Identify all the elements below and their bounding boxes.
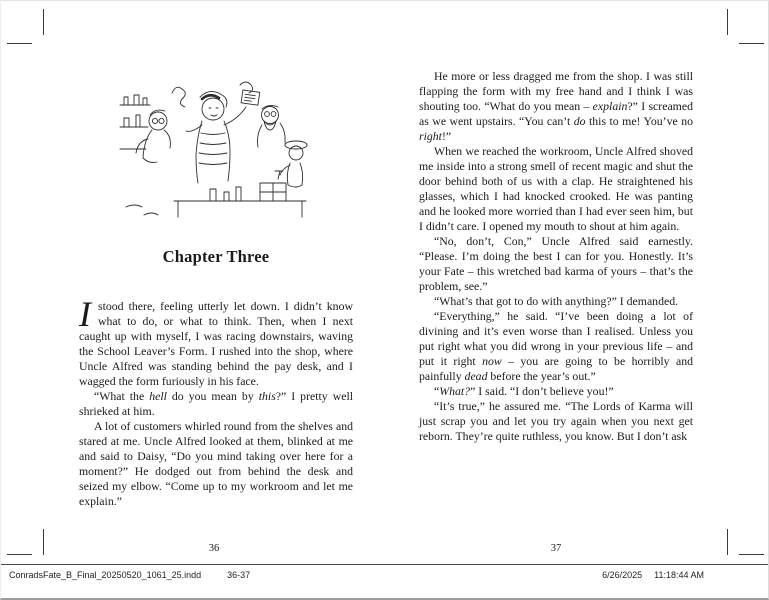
- crop-mark-bottom-left-horizontal: [7, 554, 32, 555]
- left-page-number: 36: [208, 543, 220, 554]
- footer-page-range: 36-37: [227, 570, 251, 580]
- paragraph: “It’s true,” he assured me. “The Lords of Karma will just scrap you and let you try again when you next get reborn. They’re quite ruthless, you know. But I don’t ask: [419, 399, 693, 443]
- paragraph: “What’s that got to do with anything?” I demanded.: [434, 294, 679, 308]
- left-page-body-text: [79, 294, 354, 509]
- left-page: [43, 41, 385, 558]
- slug-divider-rule: [1, 564, 768, 565]
- bookshop-scene-illustration: [114, 75, 318, 225]
- crop-mark-top-right-horizontal: [739, 43, 764, 44]
- crop-mark-bottom-right-vertical: [727, 529, 728, 555]
- paragraph: He more or less dragged me from the shop. I was still flapping the form with my free hand and I think I was shouting too. “What do you mean – explain?” I screamed as we went upstairs. “You can’t do this to me! You’ve no right!”: [419, 69, 693, 143]
- slug-line: [1, 570, 768, 580]
- footer-date: 6/26/2025: [602, 570, 643, 580]
- crop-mark-bottom-right-horizontal: [739, 554, 764, 555]
- chapter-title: Chapter Three: [162, 247, 270, 266]
- crop-mark-top-right-vertical: [727, 9, 728, 35]
- paragraph: When we reached the workroom, Uncle Alfred shoved me inside into a strong smell of recent magic and shut the door behind both of us with a clap. He straightened his glasses, which I had knocked crooked. He was panting and he looked more worried than I had ever seen him, but I didn’t care. I opened my mouth to shout at him again.: [419, 144, 693, 233]
- drop-cap: I: [79, 294, 91, 334]
- paragraph: “What the hell do you mean by this?” I pretty well shrieked at him.: [79, 389, 354, 418]
- crop-mark-top-left-vertical: [43, 9, 44, 35]
- right-page: [385, 41, 727, 558]
- right-page-number: 37: [550, 543, 562, 554]
- footer-datetime: [602, 570, 704, 580]
- paragraph: A lot of customers whirled round from the shelves and stared at me. Uncle Alfred looked at them, blinked at me and said to Daisy, “Do you mind taking over here for a moment?” He dodged out from behind the desk and seized my elbow. “Come up to my workroom and let me explain.”: [79, 419, 353, 508]
- right-page-body-text: [419, 69, 693, 444]
- paragraph: “No, don’t, Con,” Uncle Alfred said earnestly. “Please. I’m doing the best I can for you. Honestly. It’s your Fate – this wretched bad karma of yours – that’s the problem, see.”: [419, 234, 693, 293]
- paragraph: Istood there, feeling utterly let down. I didn’t know what to do, or what to think. Then, when I next caught up with myself, I was racing downstairs, waving the School Leaver’s Form. I rushed into the shop, where Uncle Alfred was standing behind the pay desk, and I wagged the form furiously in his face.: [79, 294, 353, 388]
- crop-mark-top-left-horizontal: [7, 43, 32, 44]
- paragraph: “What?” I said. “I don’t believe you!”: [434, 384, 614, 398]
- footer-filename: ConradsFate_B_Final_20250520_1061_25.indd: [9, 570, 202, 580]
- paragraph: “Everything,” he said. “I’ve been doing a lot of divining and it’s even worse than I realised. Unless you put right what you did wrong in your previous life – and put it right now – you are going to be horribly and painfully dead before the year’s out.”: [419, 309, 693, 383]
- footer-time: 11:18:44 AM: [654, 570, 704, 580]
